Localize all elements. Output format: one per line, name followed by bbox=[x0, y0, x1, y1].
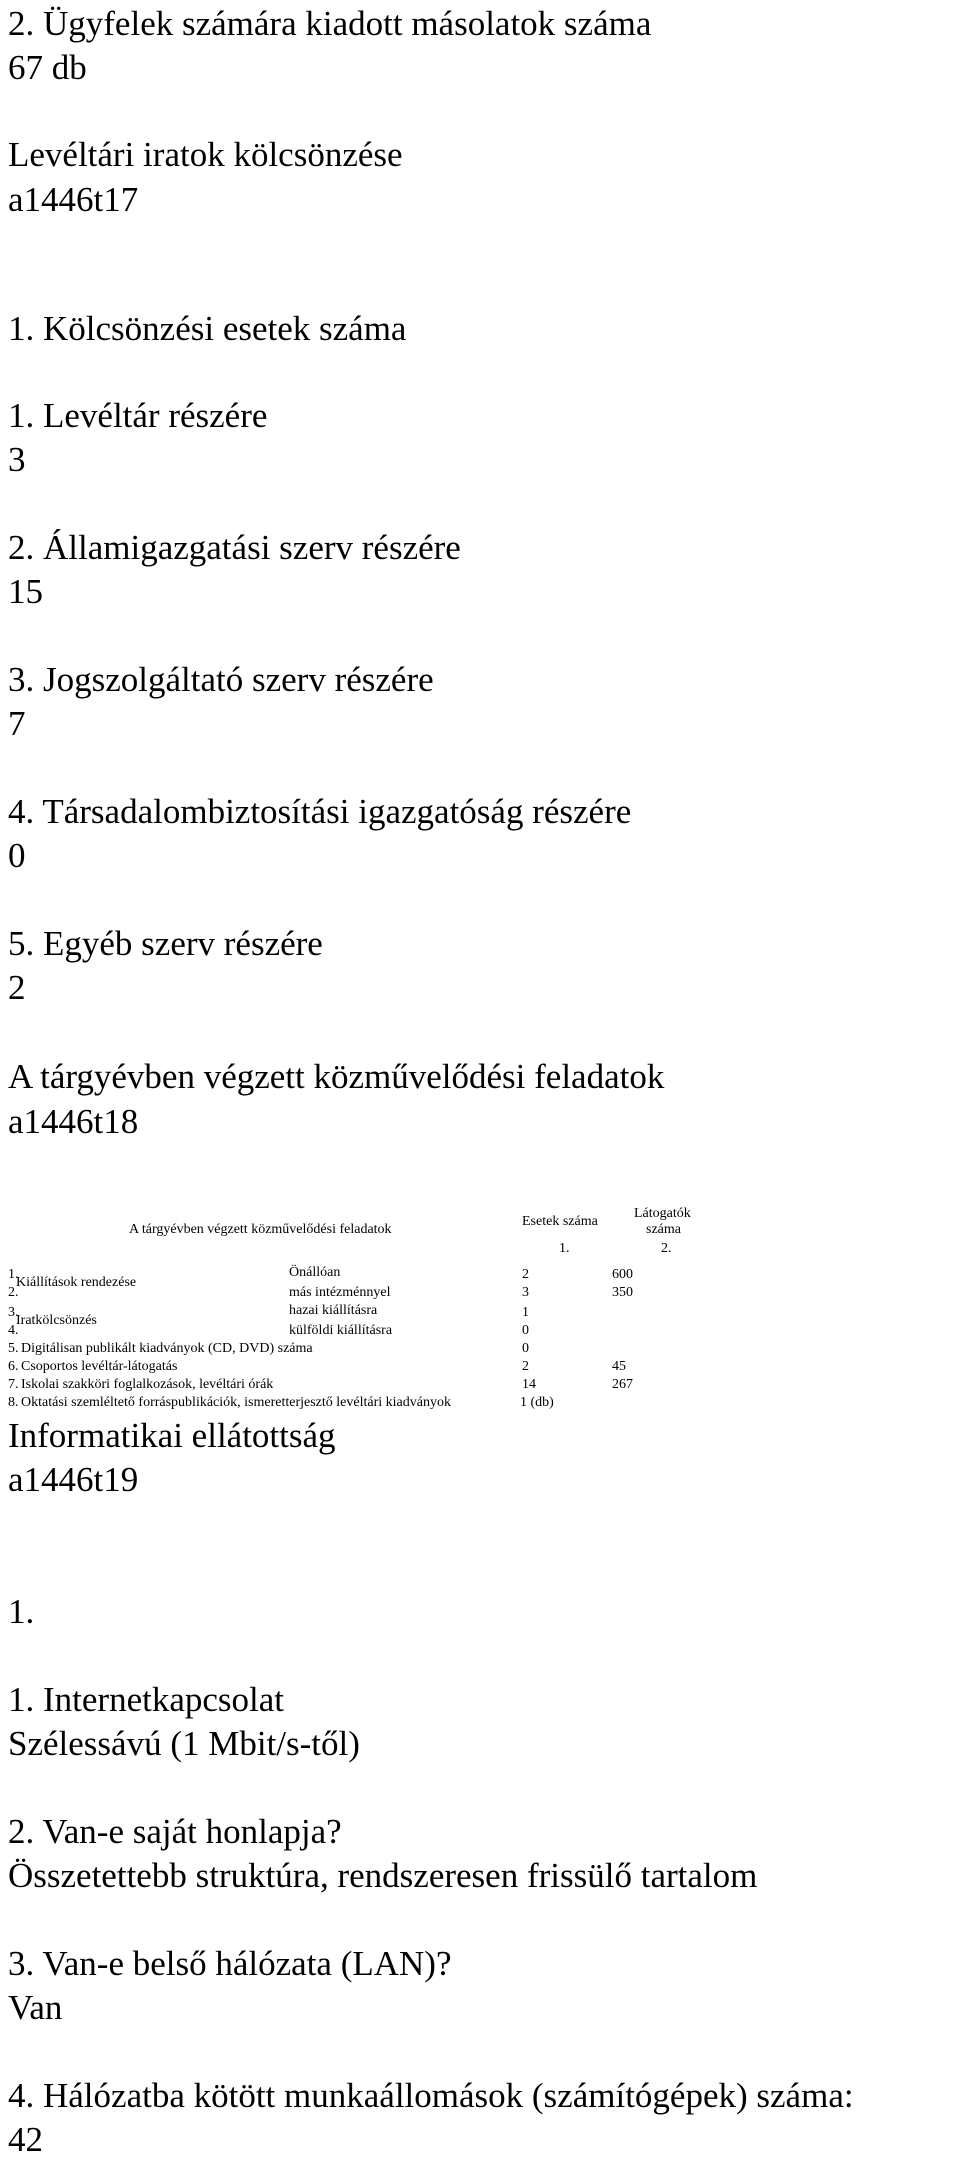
table-row-2-visitors: 350 bbox=[612, 1285, 633, 1300]
justice-label: 3. Jogszolgáltató szerv részére bbox=[8, 660, 434, 699]
table-row-6-cases: 2 bbox=[522, 1359, 529, 1374]
table-row-3-label: Iratkölcsönzés bbox=[16, 1313, 97, 1328]
table-col-index-2: 2. bbox=[661, 1241, 672, 1256]
social-security-label: 4. Társadalombiztosítási igazgatóság részére bbox=[8, 792, 632, 831]
culture-section-code: a1446t18 bbox=[8, 1102, 139, 1141]
table-row-7-cases: 14 bbox=[522, 1377, 536, 1392]
table-row-8-number: 8. bbox=[8, 1395, 19, 1410]
table-row-1-visitors: 600 bbox=[612, 1267, 633, 1282]
table-row-5-cases: 0 bbox=[522, 1341, 529, 1356]
justice-value: 7 bbox=[8, 704, 26, 743]
table-row-2-cases: 3 bbox=[522, 1285, 529, 1300]
table-row-5-label: Digitálisan publikált kiadványok (CD, DVD) száma bbox=[21, 1341, 313, 1356]
workstations-value: 42 bbox=[8, 2120, 43, 2159]
table-row-1-number: 1. bbox=[8, 1267, 19, 1282]
table-row-2-sub: más intézménnyel bbox=[289, 1285, 391, 1300]
table-col-index-1: 1. bbox=[559, 1241, 570, 1256]
website-heading: 2. Van-e saját honlapja? bbox=[8, 1812, 342, 1851]
workstations-heading: 4. Hálózatba kötött munkaállomások (számítógépek) száma: bbox=[8, 2076, 854, 2115]
table-row-8-label: Oktatási szemléltető forráspublikációk, ismeretterjesztő levéltári kiadványok bbox=[21, 1395, 451, 1410]
social-security-value: 0 bbox=[8, 836, 26, 875]
copies-issued-value: 67 db bbox=[8, 48, 87, 87]
table-row-6-number: 6. bbox=[8, 1359, 19, 1374]
loan-cases-heading: 1. Kölcsönzési esetek száma bbox=[8, 309, 407, 348]
table-row-8-cases: 1 (db) bbox=[520, 1395, 554, 1410]
loan-section-heading: Levéltári iratok kölcsönzése bbox=[8, 135, 403, 174]
copies-issued-heading: 2. Ügyfelek számára kiadott másolatok száma bbox=[8, 4, 652, 43]
table-row-6-visitors: 45 bbox=[612, 1359, 626, 1374]
archive-label: 1. Levéltár részére bbox=[8, 396, 268, 435]
table-row-6-label: Csoportos levéltár-látogatás bbox=[21, 1359, 178, 1374]
it-section-code: a1446t19 bbox=[8, 1460, 139, 1499]
table-row-2-number: 2. bbox=[8, 1285, 19, 1300]
table-row-5-number: 5. bbox=[8, 1341, 19, 1356]
culture-table bbox=[0, 1200, 700, 1422]
state-admin-label: 2. Államigazgatási szerv részére bbox=[8, 528, 461, 567]
website-value: Összetettebb struktúra, rendszeresen frissülő tartalom bbox=[8, 1856, 758, 1895]
table-header-visitors-top: Látogatók bbox=[634, 1206, 691, 1221]
table-row-7-label: Iskolai szakköri foglalkozások, levéltári órák bbox=[21, 1377, 274, 1392]
table-header-main: A tárgyévben végzett közművelődési feladatok bbox=[129, 1222, 392, 1237]
archive-value: 3 bbox=[8, 440, 26, 479]
table-header-visitors-bottom: száma bbox=[646, 1222, 681, 1237]
table-row-4-sub: külföldi kiállításra bbox=[289, 1323, 393, 1338]
other-org-value: 2 bbox=[8, 968, 26, 1007]
table-row-1-cases: 2 bbox=[522, 1267, 529, 1282]
it-item-one: 1. bbox=[8, 1592, 35, 1631]
table-row-3-number: 3. bbox=[8, 1305, 19, 1320]
lan-heading: 3. Van-e belső hálózata (LAN)? bbox=[8, 1944, 452, 1983]
table-row-4-cases: 0 bbox=[522, 1323, 529, 1338]
other-org-label: 5. Egyéb szerv részére bbox=[8, 924, 323, 963]
lan-value: Van bbox=[8, 1988, 63, 2027]
table-row-7-number: 7. bbox=[8, 1377, 19, 1392]
table-header-cases: Esetek száma bbox=[522, 1214, 598, 1229]
it-section-heading: Informatikai ellátottság bbox=[8, 1416, 336, 1455]
table-row-1-sub: Önállóan bbox=[289, 1265, 341, 1280]
internet-value: Szélessávú (1 Mbit/s-től) bbox=[8, 1724, 360, 1763]
table-row-1-label: Kiállítások rendezése bbox=[16, 1275, 137, 1290]
state-admin-value: 15 bbox=[8, 572, 43, 611]
table-row-7-visitors: 267 bbox=[612, 1377, 633, 1392]
table-row-4-number: 4. bbox=[8, 1323, 19, 1338]
table-row-3-sub: hazai kiállításra bbox=[289, 1303, 378, 1318]
culture-section-heading: A tárgyévben végzett közművelődési feladatok bbox=[8, 1057, 665, 1096]
table-row-3-cases: 1 bbox=[522, 1305, 529, 1320]
internet-heading: 1. Internetkapcsolat bbox=[8, 1680, 285, 1719]
loan-section-code: a1446t17 bbox=[8, 180, 139, 219]
